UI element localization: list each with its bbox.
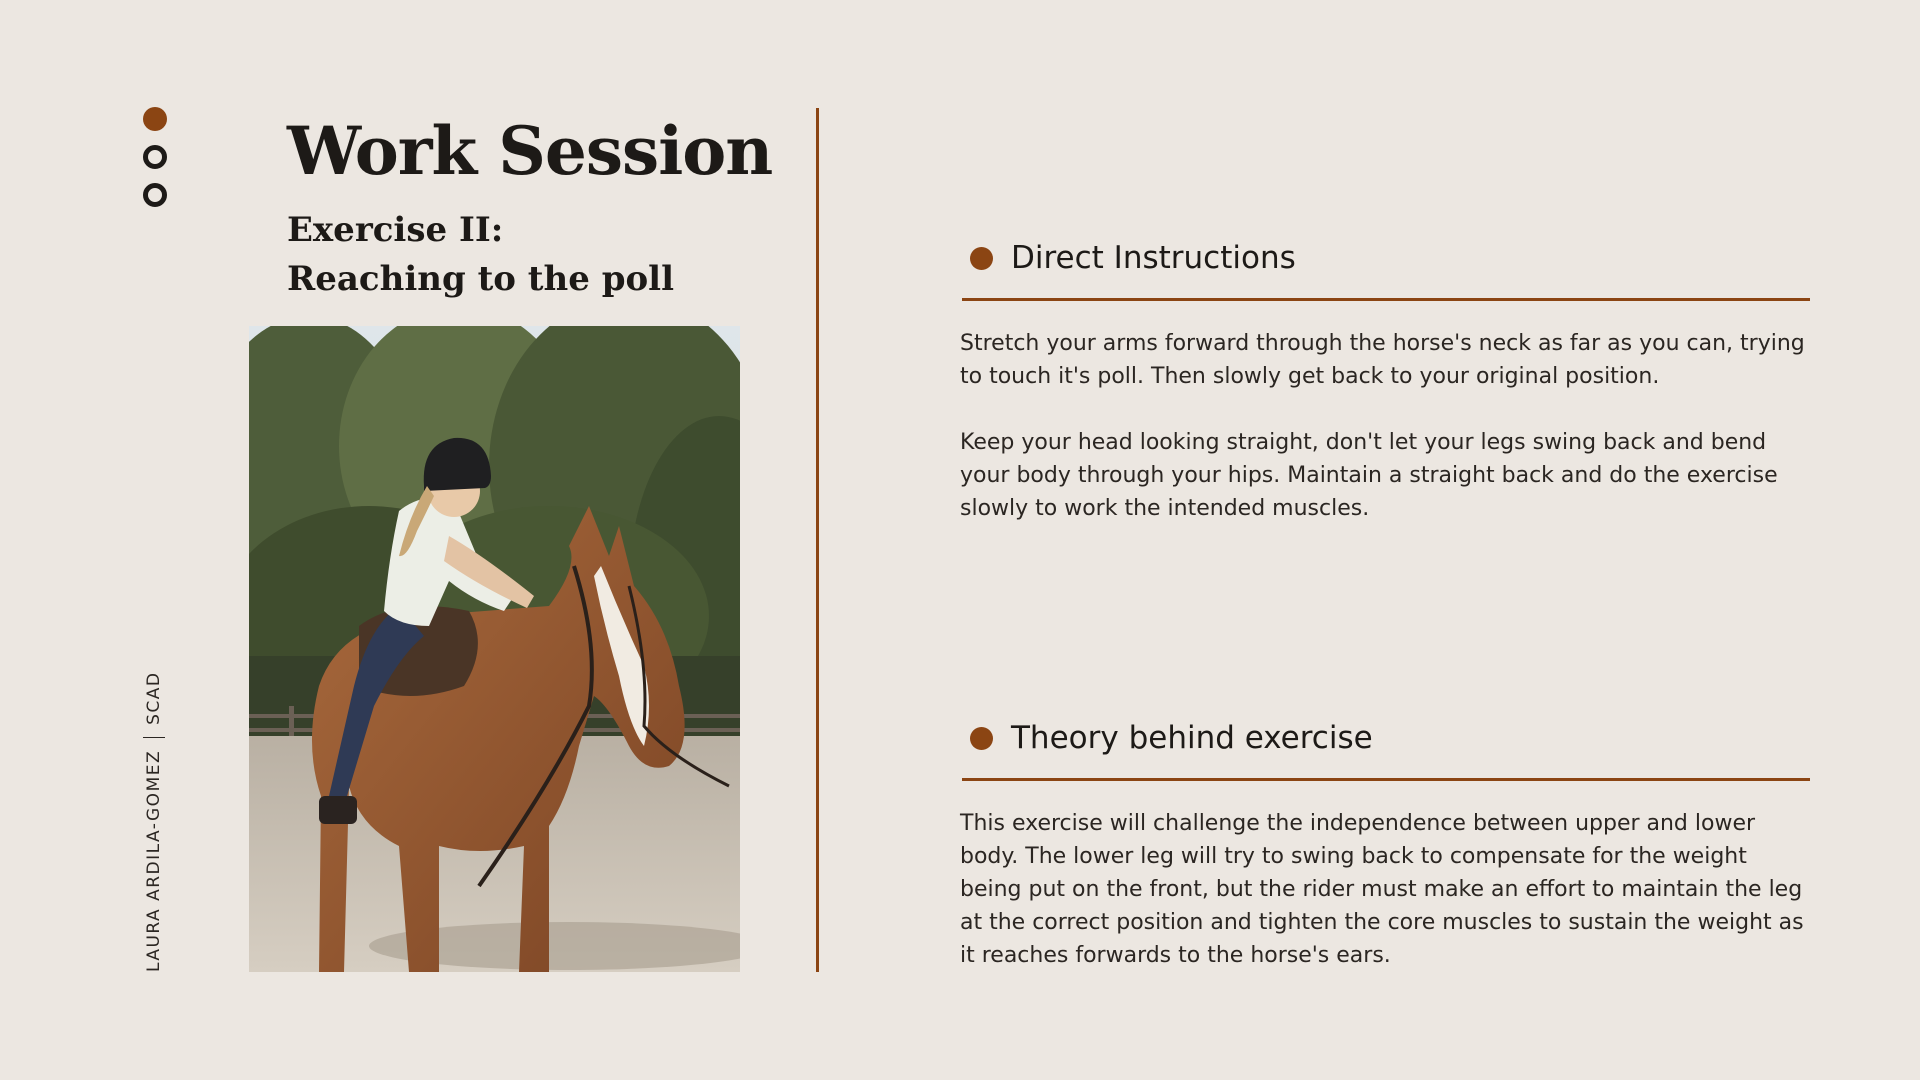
section-direct-instructions [960,238,1812,525]
exercise-number: Exercise II: [287,210,504,250]
vertical-divider [816,108,819,972]
section-header [960,718,1812,758]
paragraph: This exercise will challenge the independence between upper and lower body. The lower leg will try to swing back to compensate for the weight being put on the front, but the rider must make an effort to maintain the leg at the correct position and tighten the core muscles to sustain the weight as it reaches forwards to the horse's ears. [960,811,1804,968]
bullet-icon [970,247,993,270]
section-header [960,238,1812,278]
paragraph: Keep your head looking straight, don't let your legs swing back and bend your body through your hips. Maintain a straight back and do the exercise slowly to work the intended muscles. [960,430,1778,521]
paragraph: Stretch your arms forward through the horse's neck as far as you can, trying to touch it's poll. Then slowly get back to your original position. [960,331,1805,389]
section-divider [962,298,1810,301]
section-theory-behind-exercise [960,718,1812,972]
school-name: SCAD [144,671,164,725]
child-riding-horse-photo [249,326,740,972]
author-credit [143,671,165,972]
exercise-subtitle [287,206,674,304]
credit-separator [143,737,165,738]
page-title: Work Session [287,112,773,190]
slide-pagination [143,107,167,221]
pagination-dot-2[interactable] [143,145,167,169]
pagination-dot-active[interactable] [143,107,167,131]
section-divider [962,778,1810,781]
section-body [960,807,1812,972]
author-name: LAURA ARDILA-GOMEZ [144,749,164,972]
section-title: Direct Instructions [1011,240,1296,276]
section-body [960,327,1812,525]
exercise-name: Reaching to the poll [287,259,674,299]
section-title: Theory behind exercise [1011,720,1373,756]
pagination-dot-3[interactable] [143,183,167,207]
bullet-icon [970,727,993,750]
